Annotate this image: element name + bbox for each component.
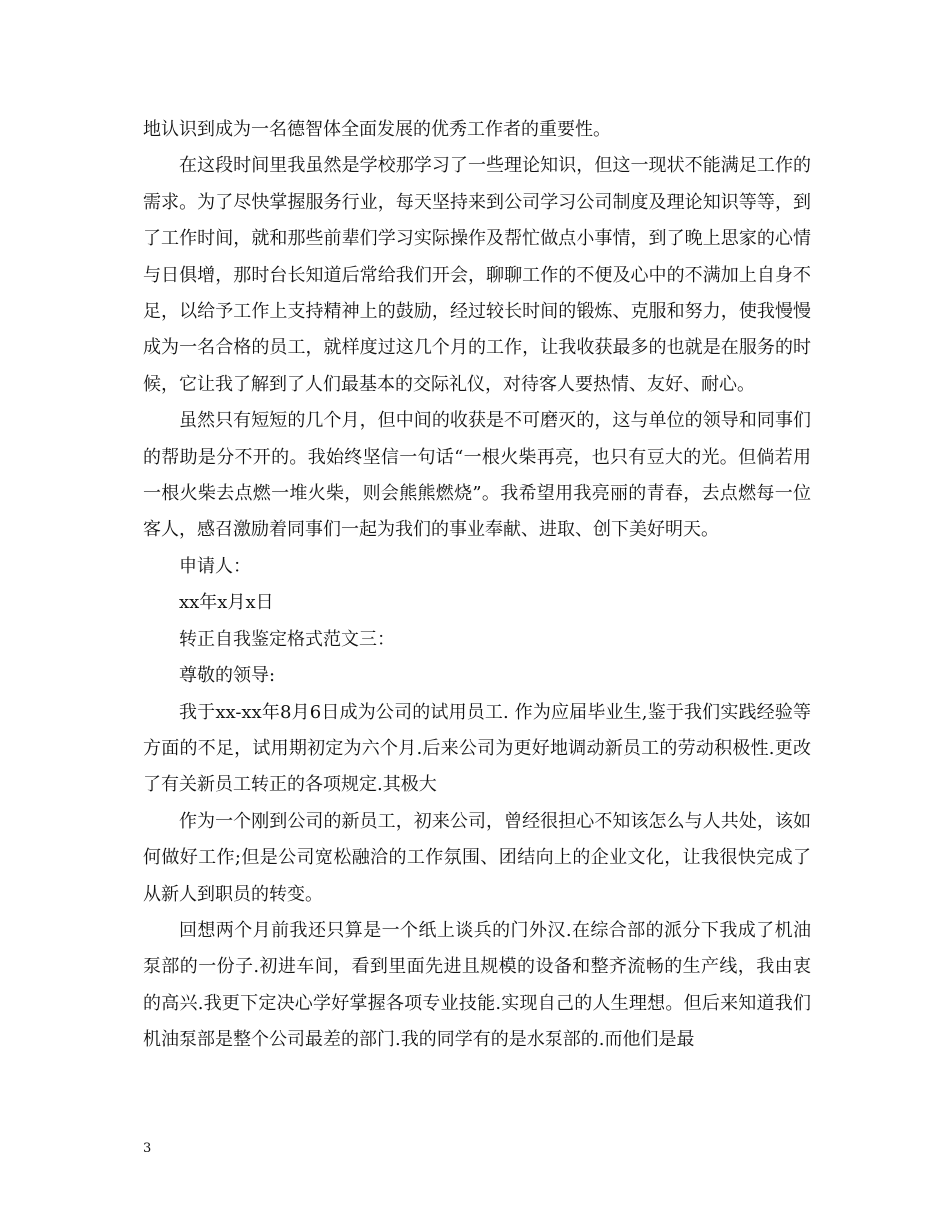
- paragraph-2: 在这段时间里我虽然是学校那学习了一些理论知识，但这一现状不能满足工作的需求。为了尽快掌握服务行业，每天坚持来到公司学习公司制度及理论知识等等，到了工作时间，就和那些前辈们学习实际操作及帮忙做点小事情，到了晚上思家的心情与日俱增，那时台长知道后常给我们开会，聊聊工作的不便及心中的不满加上自身不足，以给予工作上支持精神上的鼓励，经过较长时间的锻炼、克服和努力，使我慢慢成为一名合格的员工，就样度过这几个月的工作，让我收获最多的也就是在服务的时候，它让我了解到了人们最基本的交际礼仪，对待客人要热情、友好、耐心。: [143, 155, 811, 395]
- section-heading: 转正自我鉴定格式范文三：: [179, 628, 395, 650]
- paragraph-3: 虽然只有短短的几个月，但中间的收获是不可磨灭的，这与单位的领导和同事们的帮助是分不开的。我始终坚信一句话“一根火柴再亮，也只有豆大的光。但倘若用一根火柴去点燃一堆火柴，则会熊熊燃烧”。我希望用我亮丽的青春，去点燃每一位客人，感召激励着同事们一起为我们的事业奉献、进取、创下美好明天。: [143, 410, 811, 541]
- paragraph-9: 作为一个刚到公司的新员工，初来公司，曾经很担心不知该怎么与人共处，该如何做好工作;但是公司宽松融洽的工作氛围、团结向上的企业文化，让我很快完成了从新人到职员的转变。: [143, 810, 811, 905]
- body-text: [143, 112, 811, 1059]
- applicant-line: 申请人：: [179, 555, 251, 577]
- paragraph-8: 我于xx-xx年8月6日成为公司的试用员工. 作为应届毕业生,鉴于我们实践经验等方面的不足，试用期初定为六个月.后来公司为更好地调动新员工的劳动积极性.更改了有关新员工转正的各项规定.其极大: [143, 701, 811, 796]
- paragraph-10: 回想两个月前我还只算是一个纸上谈兵的门外汉.在综合部的派分下我成了机油泵部的一份子.初进车间，看到里面先进且规模的设备和整齐流畅的生产线，我由衷的高兴.我更下定决心学好掌握各项专业技能.实现自己的人生理想。但后来知道我们机油泵部是整个公司最差的部门.我的同学有的是水泵部的.而他们是最: [143, 919, 811, 1051]
- salutation: 尊敬的领导:: [179, 665, 276, 687]
- page-number: 3: [143, 1141, 152, 1156]
- paragraph-1: 地认识到成为一名德智体全面发展的优秀工作者的重要性。: [143, 119, 611, 140]
- date-line: xx年x月x日: [179, 592, 274, 614]
